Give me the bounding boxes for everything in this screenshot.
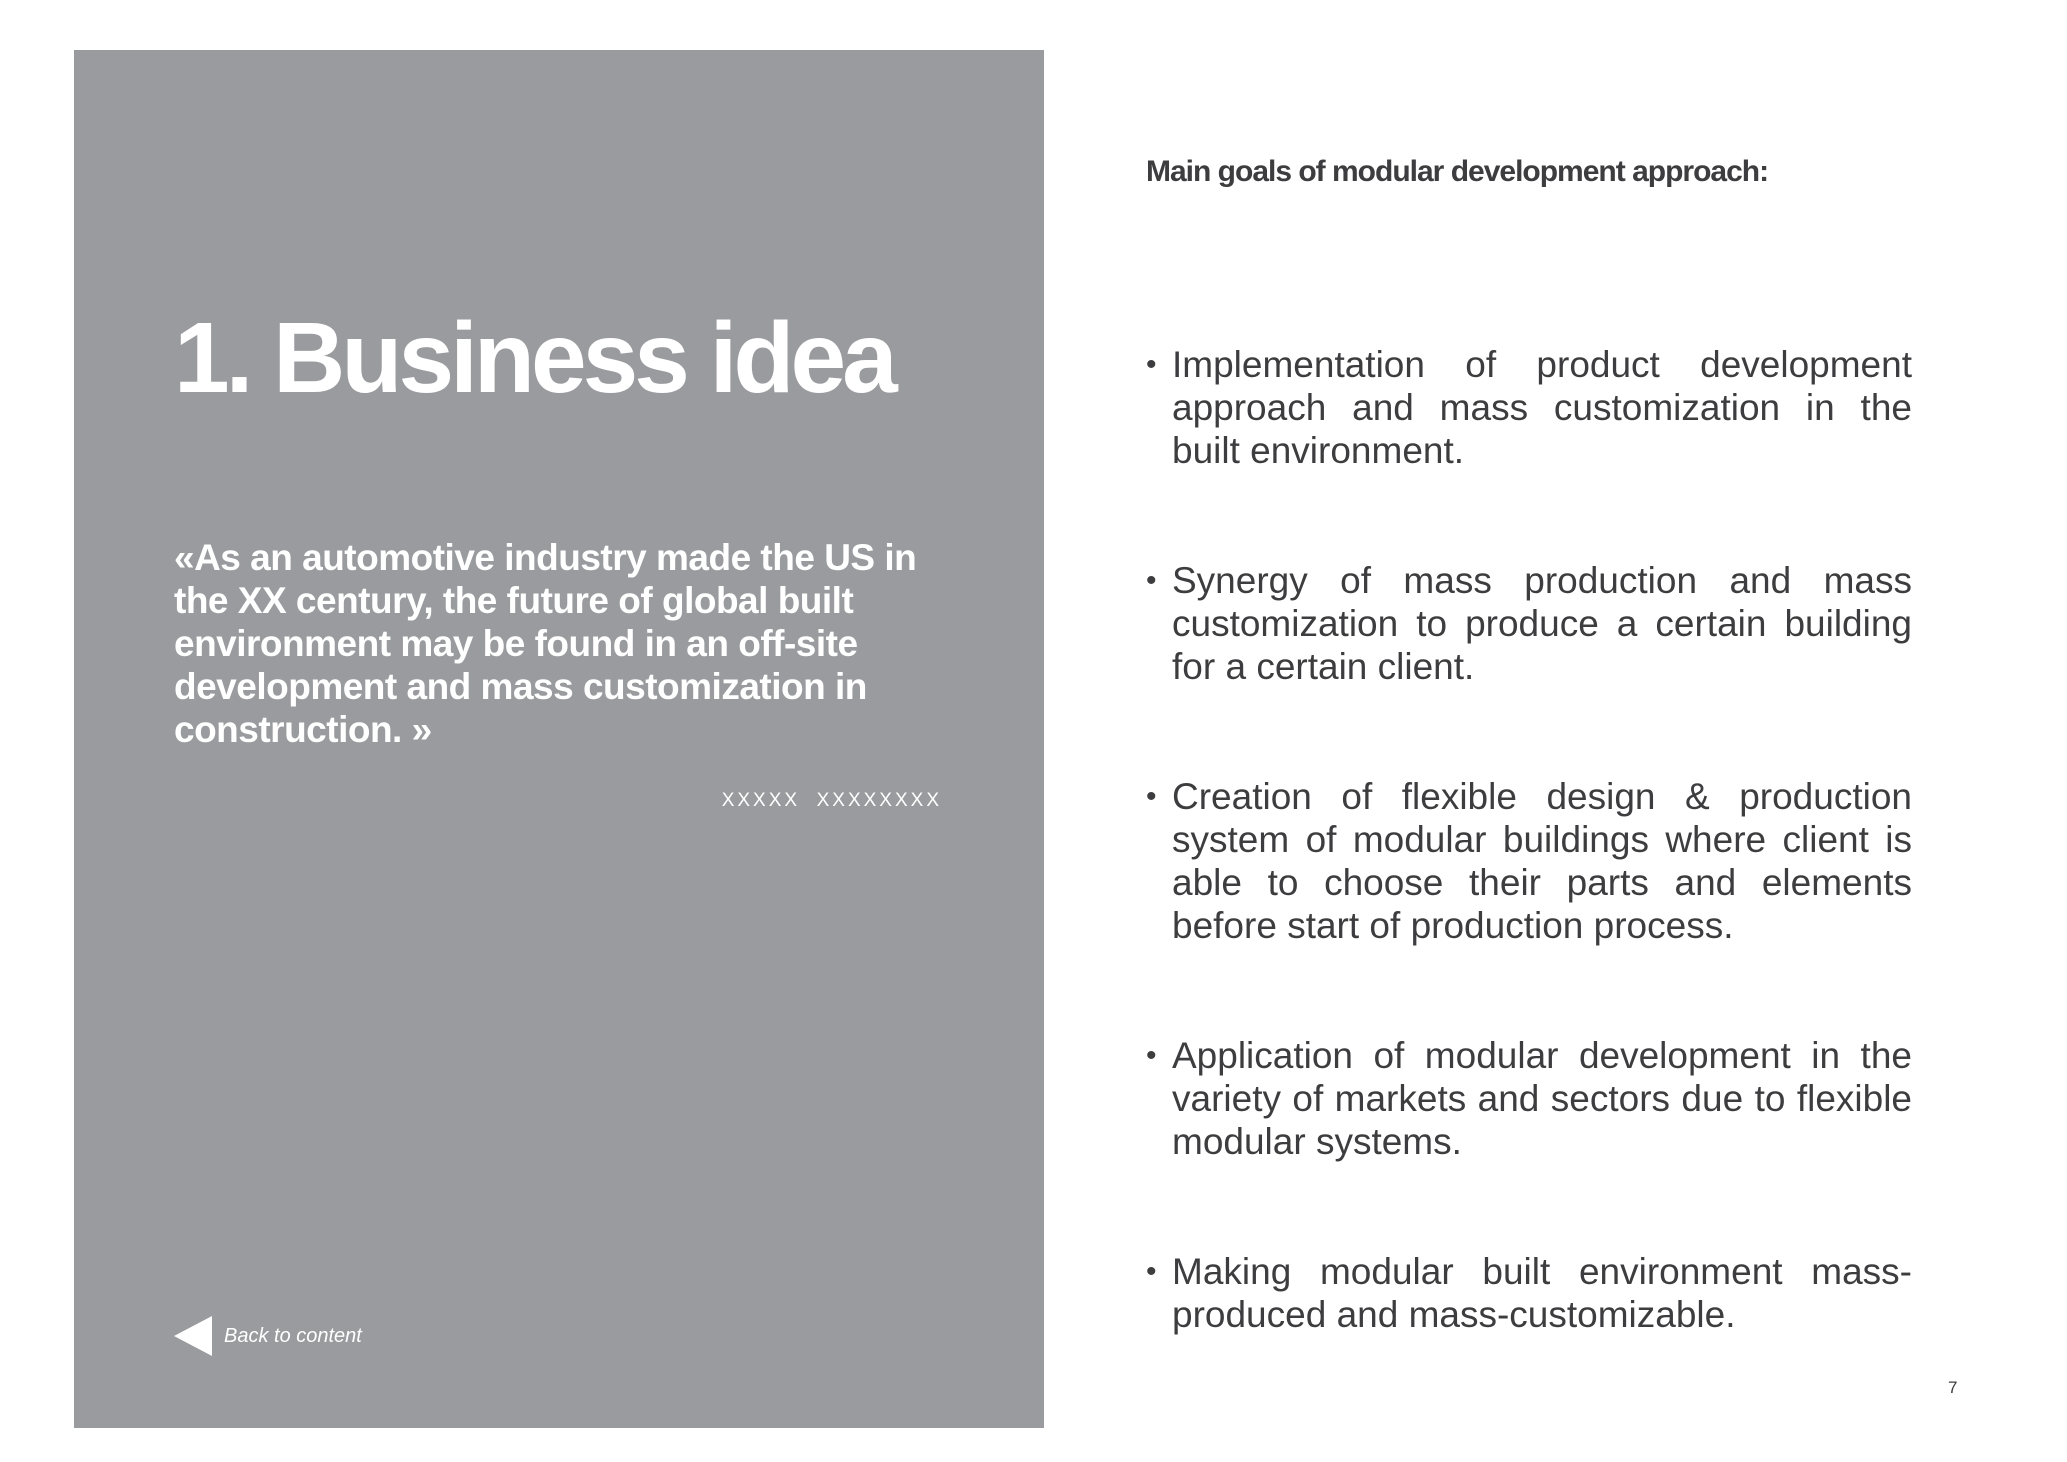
back-arrow-icon [174, 1316, 212, 1356]
quote-author: XXXXX XXXXXXXX [721, 790, 942, 811]
goal-list-item [1146, 1250, 1912, 1336]
back-to-content-link[interactable] [174, 1316, 362, 1356]
goal-text: Implementation of product development approach and mass customization in the built environment. [1172, 344, 1912, 471]
bullet-icon: • [1146, 1039, 1157, 1072]
goal-text: Creation of flexible design & production system of modular buildings where client is able to choose their parts and elements before start of production process. [1172, 776, 1912, 946]
bullet-icon: • [1146, 780, 1157, 813]
goal-text: Synergy of mass production and mass customization to produce a certain building for a certain client. [1172, 560, 1912, 687]
bullet-icon: • [1146, 1255, 1157, 1288]
goal-list-item [1146, 559, 1912, 688]
goal-list-item [1146, 1034, 1912, 1163]
quote-text: «As an automotive industry made the US in the XX century, the future of global built environment may be found in an off-site development and mass customization in construction. » [174, 537, 917, 750]
goal-text: Making modular built environment mass-produced and mass-customizable. [1172, 1251, 1912, 1335]
left-panel [74, 50, 1044, 1428]
back-to-content-label: Back to content [224, 1324, 362, 1347]
goal-list-item [1146, 343, 1912, 472]
goal-list-item [1146, 775, 1912, 947]
section-title: 1. Business idea [174, 302, 894, 414]
bullet-icon: • [1146, 348, 1157, 381]
page-number: 7 [1948, 1378, 1958, 1397]
goals-heading: Main goals of modular development approach: [1146, 155, 1769, 188]
bullet-icon: • [1146, 564, 1157, 597]
goal-text: Application of modular development in the variety of markets and sectors due to flexible modular systems. [1172, 1035, 1912, 1162]
